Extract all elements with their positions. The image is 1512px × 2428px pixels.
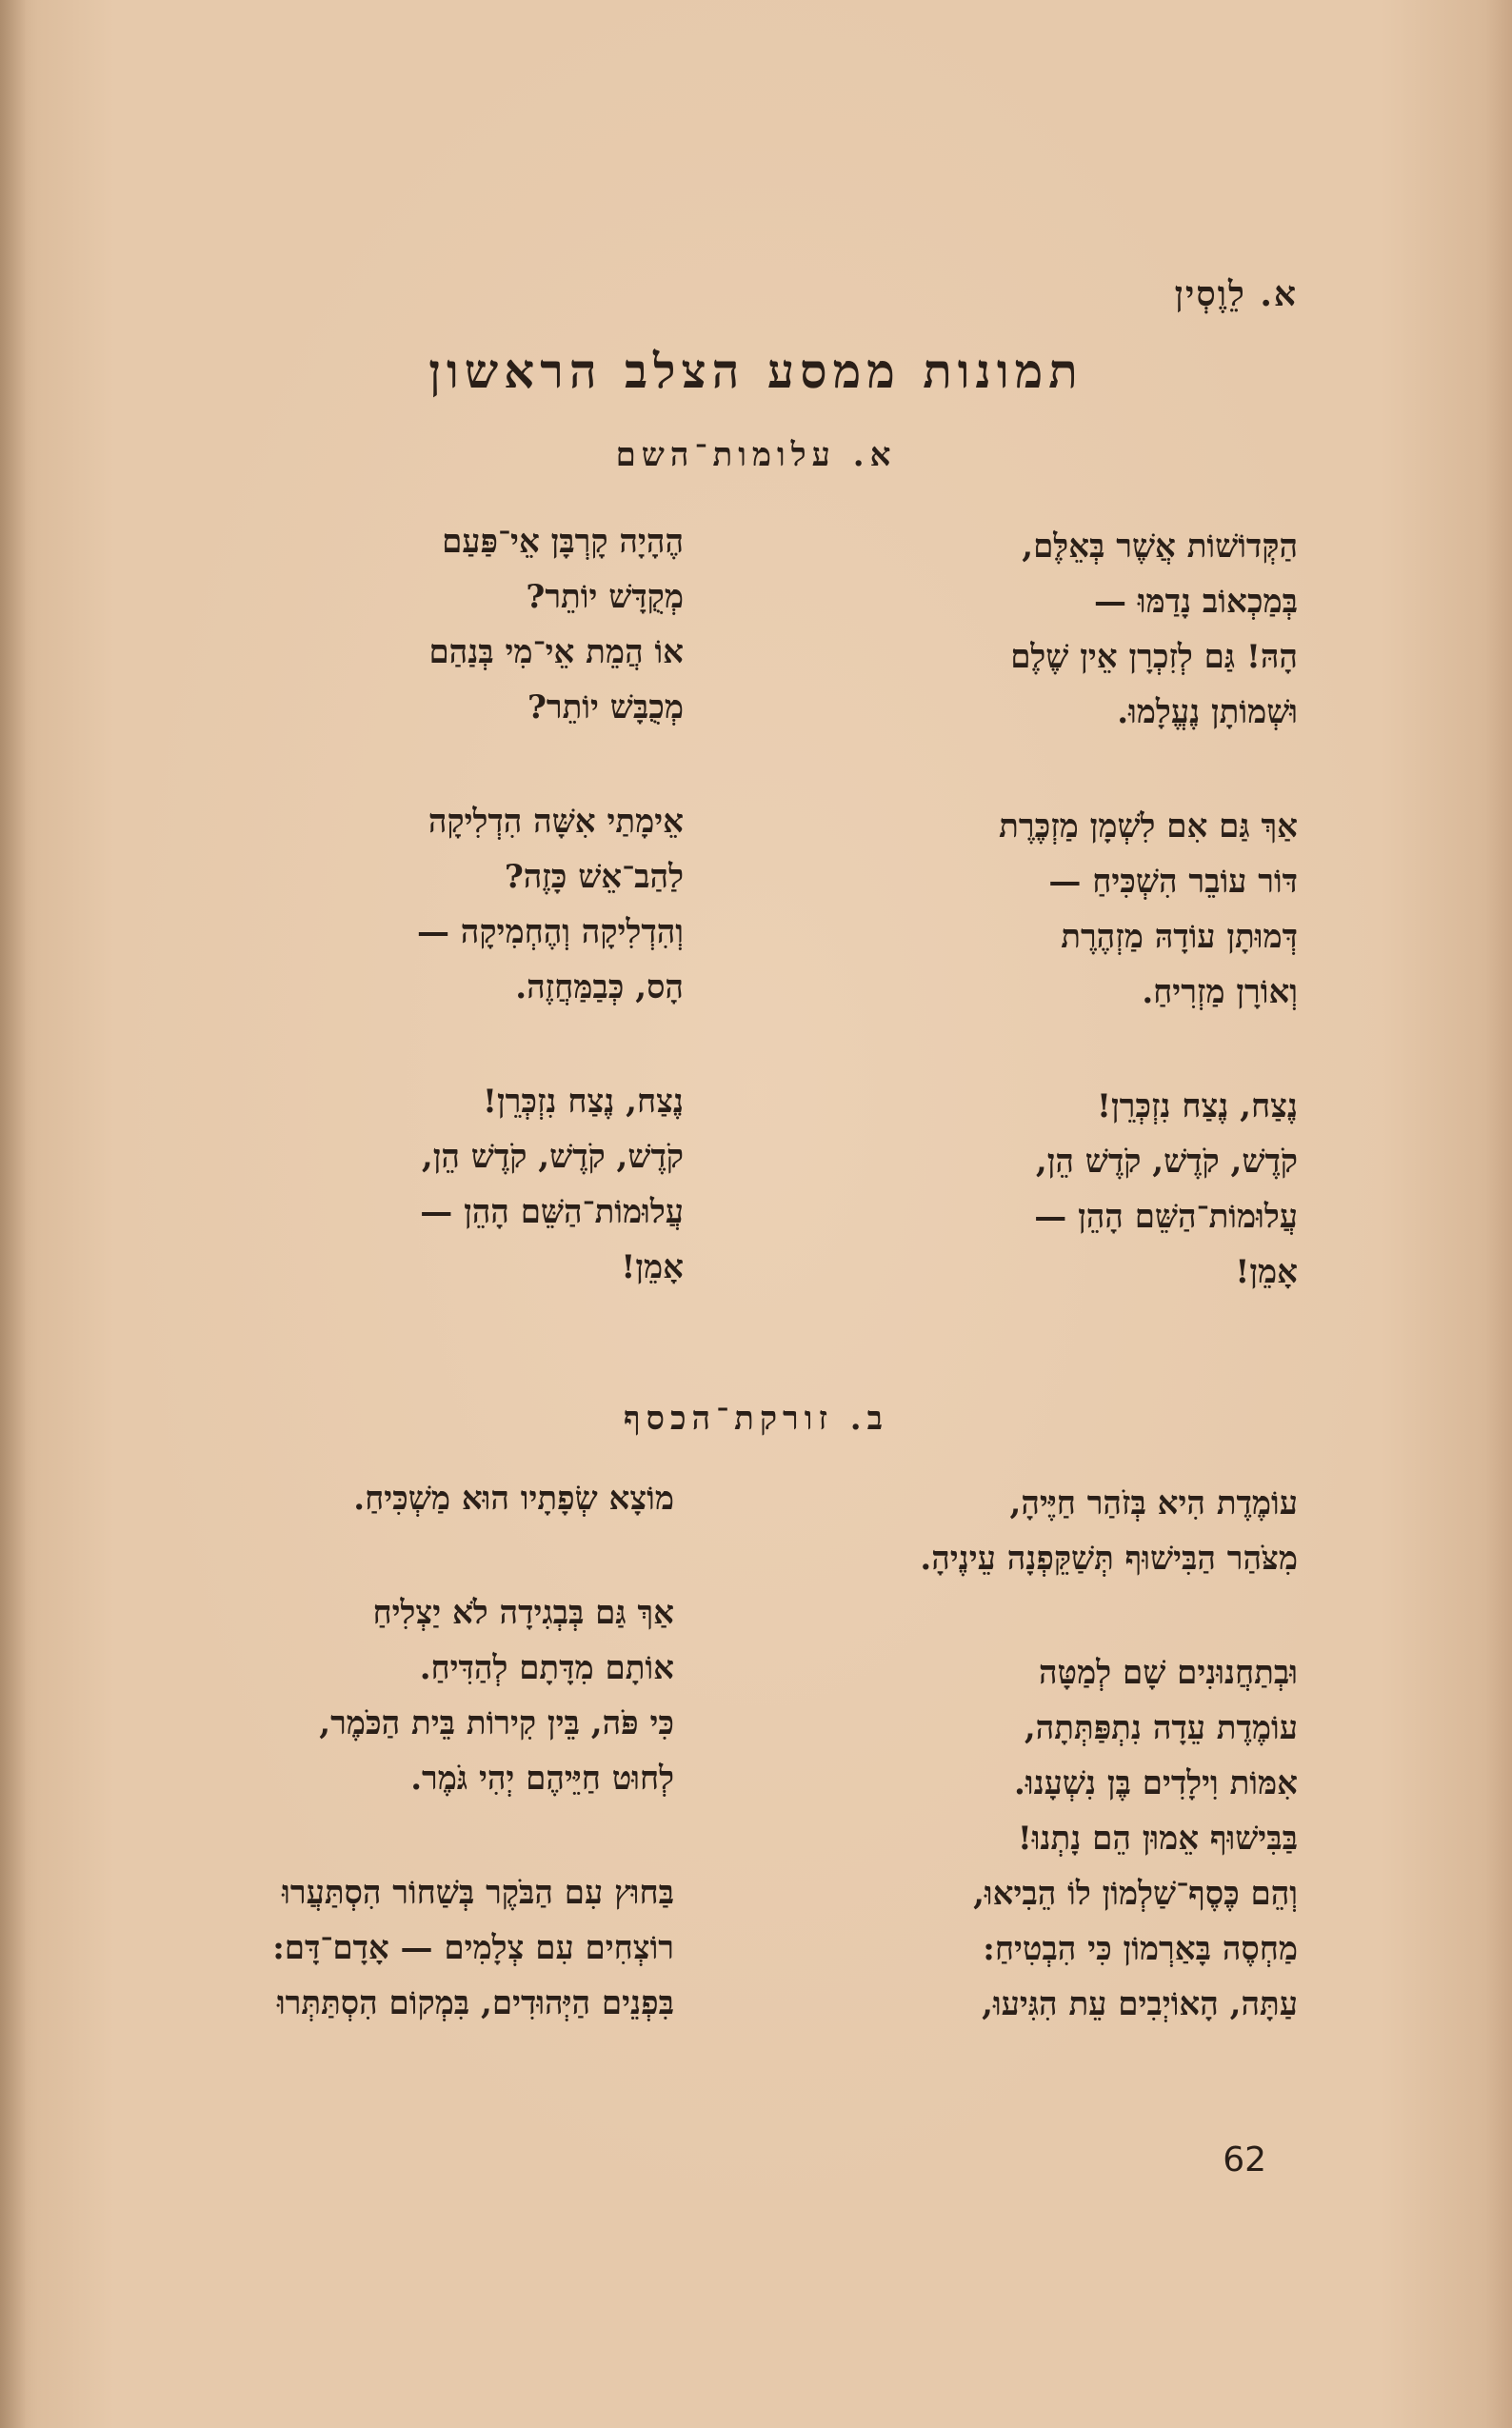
section-2-right-column [707, 1476, 1298, 2091]
poem-line: מְקֻדָּשׁ יוֹתֵר? [526, 578, 684, 616]
page-title: תמונות ממסע הצלב הראשון [428, 343, 1084, 399]
poem-line: רוֹצְחִים עִם צְלָמִים — אָדָם־דָּם: [272, 1929, 674, 1967]
poem-line: וּשְׁמוֹתָן נֶעֱלָמוּ. [1117, 693, 1298, 731]
stanza [765, 519, 1298, 740]
poem-line: לְחוּט חַיֵּיהֶם יְהִי גֹּמֶר. [410, 1760, 674, 1798]
section-1-left-column [150, 514, 684, 1354]
poem-line: עֲלוּמוֹת־הַשֵּׁם הָהֵן — [1034, 1198, 1298, 1236]
poem-line: קֹדֶשׁ, קֹדֶשׁ, קֹדֶשׁ הֵן, [1035, 1143, 1298, 1181]
poem-line: אַךְ גַּם אִם לִשְׁמָן מַזְכֶּרֶת [999, 807, 1298, 846]
stanza [141, 1865, 674, 2031]
stanza [141, 1471, 674, 1526]
poem-line: הָס, כְּבַמַּחֲזֶה. [515, 968, 684, 1006]
section-1-title: א. עלומות־השם [615, 436, 897, 474]
poem-line: דְּמוּתָן עוֹדָהּ מַזְהֶרֶת [1061, 918, 1298, 956]
poem-line: נֶצַח, נֶצַח נִזְכְּרֵן! [1097, 1087, 1298, 1125]
poem-line: אָמֵן! [621, 1248, 684, 1286]
poem-line: אוֹ הֲמֵת אֵי־מִי בְּנַהַם [428, 633, 684, 671]
stanza [765, 1079, 1298, 1300]
poem-line: וְהִדְלִיקָה וְהֶחְמִיקָה — [416, 913, 684, 951]
stanza [150, 514, 684, 735]
section-2-title: ב. זורקת־הכסף [623, 1400, 888, 1438]
poem-line: בַּבִּישׁוּף אֵמוּן הֵם נָתְנוּ! [1017, 1820, 1298, 1858]
stanza [150, 794, 684, 1015]
stanza [765, 799, 1298, 1020]
poem-line: עוֹמֶדֶת עֵדָה נִתְפַּתְּתָה, [1024, 1709, 1298, 1747]
poem-line: וְהֵם כֶּסֶף־שַׁלְמוֹן לוֹ הֵבִיאוּ, [973, 1875, 1298, 1913]
poem-line: קֹדֶשׁ, קֹדֶשׁ, קֹדֶשׁ הֵן, [421, 1138, 684, 1176]
poem-line: מִצֹּהַר הַבִּישׁוּף תְּשַׁקֵּפְנָה עֵינֶיהָ. [920, 1540, 1298, 1578]
poem-line: אוֹתָם מִדָּתָם לְהַדִּיחַ. [419, 1649, 674, 1687]
poem-line: נֶצַח, נֶצַח נִזְכְּרֵן! [483, 1083, 684, 1121]
stanza [707, 1645, 1298, 2032]
poem-line: אִמּוֹת וִילָדִים בֶּן נִשְׁעָנוּ. [1014, 1764, 1298, 1802]
stanza [707, 1476, 1298, 1586]
poem-line: דּוֹר עוֹבֵר הִשְׁכִּיחַ — [1048, 863, 1298, 901]
poem-line: וְאוֹרָן מַזְרִיחַ. [1142, 973, 1298, 1011]
stanza [150, 1074, 684, 1295]
poem-line: בִּפְנֵים הַיְּהוּדִים, בִּמְקוֹם הִסְתַּתְּרוּ [276, 1984, 674, 2022]
author-name: א. לֵוֶסְין [1174, 274, 1298, 314]
poem-line: כִּי פֹּה, בֵּין קִירוֹת בֵּית הַכֹּמֶר, [319, 1704, 674, 1742]
poem-line: הָהּ! גַּם לְזִכְרָן אֵין שֶׁלֶם [1010, 638, 1298, 676]
poem-line: עַתָּה, הָאוֹיְבִים עֵת הִגִּיעוּ, [982, 1985, 1298, 2023]
page-number: 62 [1223, 2140, 1266, 2179]
poem-line: עוֹמֶדֶת הִיא בְּזֹהַר חַיֶּיהָ, [1009, 1484, 1298, 1522]
poem-line: לַהַב־אֵשׁ כָּזֶה? [504, 858, 684, 896]
poem-line: אֵימָתַי אִשָּׁה הִדְלִיקָה [428, 803, 684, 841]
stanza [141, 1585, 674, 1806]
poem-line: אָמֵן! [1235, 1253, 1298, 1291]
poem-line: וּבְתַחֲנוּנִים שָׁם לְמַטָּה [1039, 1654, 1298, 1692]
poem-line: מוֹצָא שְׂפָתָיו הוּא מַשְׁכִּיחַ. [353, 1480, 674, 1518]
poem-line: בְּמַכְאוֹב נָדַמּוּ — [1093, 583, 1298, 621]
section-2-left-column [141, 1471, 674, 2090]
poem-line: מַחְסֶה בָּאַרְמוֹן כִּי הִבְטִיחַ: [983, 1930, 1298, 1968]
poem-line: עֲלוּמוֹת־הַשֵּׁם הָהֵן — [420, 1193, 684, 1231]
poem-line: אַךְ גַּם בְּבְגִידָה לֹא יַצְלִיחַ [372, 1594, 674, 1632]
poem-line: הֶהָיָה קָרְבָּן אֵי־פַּעַם [442, 523, 684, 561]
section-1-right-column [765, 519, 1298, 1359]
poem-line: בַּחוּץ עִם הַבֹּקֶר בְּשַׁחוֹר הִסְתַּעֲרוּ [282, 1874, 674, 1912]
poem-line: מְכֻבָּשׁ יוֹתֵר? [527, 688, 684, 726]
poem-line: הַקְּדוֹשׁוֹת אֲשֶׁר בְּאֵלֶּם, [1022, 527, 1298, 566]
